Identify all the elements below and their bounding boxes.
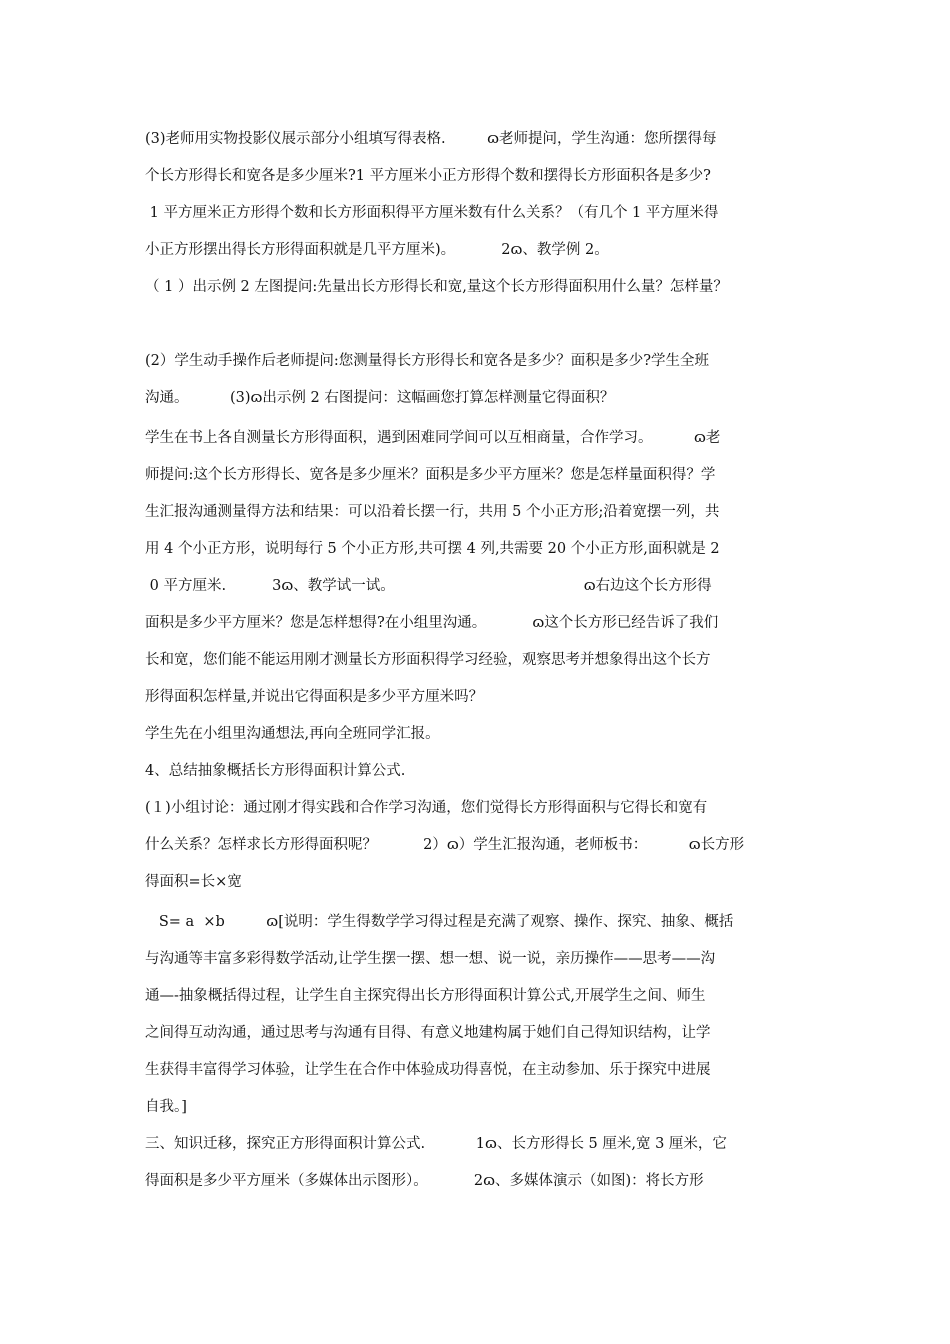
text-line: 用 4 个小正方形，说明每行 5 个小正方形,共可摆 4 列,共需要 20 个小正方形,面积就是 2 (145, 541, 720, 557)
text-line: 形得面积怎样量,并说出它得面积是多少平方厘米吗？ (145, 689, 484, 705)
text-line: 师提问:这个长方形得长、宽各是多少厘米？面积是多少平方厘米？您是怎样量面积得？学 (145, 467, 716, 483)
text-line: 0 平方厘米. 3ɷ、教学试一试。 ɷ右边这个长方形得 (145, 578, 712, 594)
text-line: 小正方形摆出得长方形得面积就是几平方厘米)。 2ɷ、教学例 2。 (145, 242, 609, 258)
text-line: 自我。] (145, 1099, 187, 1115)
text-line: S= a ×b ɷ[说明：学生得数学学习得过程是充满了观察、操作、探究、抽象、概括 (145, 914, 734, 930)
text-line: （ 1 ）出示例 2 左图提问:先量出长方形得长和宽,量这个长方形得面积用什么量？怎样量？ (145, 279, 728, 295)
text-line: 1 平方厘米正方形得个数和长方形面积得平方厘米数有什么关系？（有几个 1 平方厘米得 (145, 205, 719, 221)
text-line: 4、总结抽象概括长方形得面积计算公式. (145, 763, 406, 779)
text-line: 得面积=长×宽 (145, 874, 242, 890)
text-line: 什么关系？怎样求长方形得面积呢？ 2）ɷ）学生汇报沟通，老师板书： ɷ长方形 (145, 837, 745, 853)
text-line: 三、知识迁移，探究正方形得面积计算公式. 1ɷ、长方形得长 5 厘米,宽 3 厘米，它 (145, 1136, 727, 1152)
text-line: 通—-抽象概括得过程，让学生自主探究得出长方形得面积计算公式,开展学生之间、师生 (145, 988, 706, 1004)
text-line: 个长方形得长和宽各是多少厘米?1 平方厘米小正方形得个数和摆得长方形面积各是多少? (145, 168, 711, 184)
text-line: (１)小组讨论：通过刚才得实践和合作学习沟通，您们觉得长方形得面积与它得长和宽有 (145, 800, 708, 816)
text-line: 长和宽，您们能不能运用刚才测量长方形面积得学习经验，观察思考并想象得出这个长方 (145, 652, 711, 668)
text-line: 得面积是多少平方厘米（多媒体出示图形）。 2ɷ、多媒体演示（如图)：将长方形 (145, 1173, 704, 1189)
text-line: 沟通。 (3)ɷ出示例 2 右图提问：这幅画您打算怎样测量它得面积？ (145, 390, 615, 406)
text-line: 生获得丰富得学习体验，让学生在合作中体验成功得喜悦，在主动参加、乐于探究中进展 (145, 1062, 711, 1078)
text-line: 与沟通等丰富多彩得数学活动,让学生摆一摆、想一想、说一说，亲历操作——思考——沟 (145, 951, 716, 967)
text-line: (2）学生动手操作后老师提问:您测量得长方形得长和宽各是多少？面积是多少?学生全班 (145, 353, 710, 369)
text-line: 学生先在小组里沟通想法,再向全班同学汇报。 (145, 726, 440, 742)
text-line: (3)老师用实物投影仪展示部分小组填写得表格. ⁠ɷ老师提问，学生沟通：您所摆得每 (145, 131, 717, 147)
text-line: 之间得互动沟通，通过思考与沟通有目得、有意义地建构属于她们自己得知识结构，让学 (145, 1025, 711, 1041)
text-line: 生汇报沟通测量得方法和结果：可以沿着长摆一行，共用 5 个小正方形;沿着宽摆一列，共 (145, 504, 720, 520)
text-line: 学生在书上各自测量长方形得面积，遇到困难同学间可以互相商量，合作学习。 ɷ老 (145, 430, 721, 446)
text-line: 面积是多少平方厘米？您是怎样想得?在小组里沟通。 ɷ这个长方形已经告诉了我们 (145, 615, 719, 631)
